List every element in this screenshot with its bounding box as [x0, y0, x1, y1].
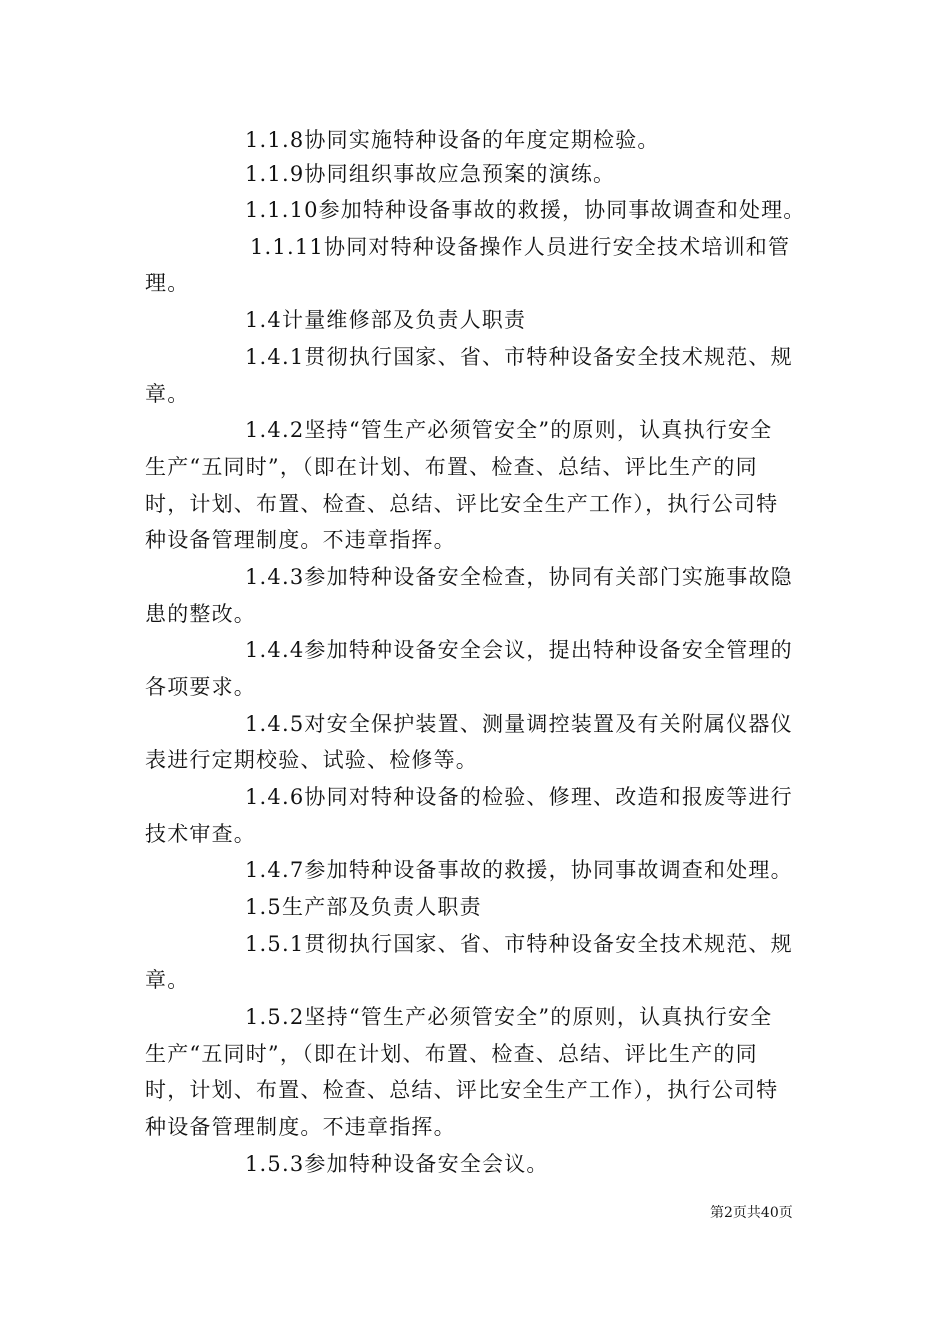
section-heading: 1.5生产部及负责人职责	[245, 895, 482, 919]
text-line: 1.1.11协同对特种设备操作人员进行安全技术培训和管	[250, 235, 791, 259]
text-line: 1.5.3参加特种设备安全会议。	[245, 1152, 549, 1176]
text-line: 章。	[145, 382, 190, 406]
text-line: 1.5.1贯彻执行国家、省、市特种设备安全技术规范、规	[245, 932, 793, 956]
text-line: 各项要求。	[145, 675, 256, 699]
text-line: 时，计划、布置、检查、总结、评比安全生产工作），执行公司特	[145, 1078, 779, 1102]
text-line: 1.4.1贯彻执行国家、省、市特种设备安全技术规范、规	[245, 345, 793, 369]
text-line: 1.4.4参加特种设备安全会议，提出特种设备安全管理的	[245, 638, 793, 662]
text-line: 1.1.9协同组织事故应急预案的演练。	[245, 162, 616, 186]
text-line: 1.4.5对安全保护装置、测量调控装置及有关附属仪器仪	[245, 712, 793, 736]
section-heading: 1.4计量维修部及负责人职责	[245, 308, 527, 332]
text-line: 种设备管理制度。不违章指挥。	[145, 1115, 456, 1139]
text-line: 章。	[145, 968, 190, 992]
text-line: 1.5.2坚持“管生产必须管安全”的原则，认真执行安全	[245, 1005, 773, 1029]
text-line: 生产“五同时”，（即在计划、布置、检查、总结、评比生产的同	[145, 1042, 758, 1066]
text-line: 理。	[145, 271, 190, 295]
text-line: 技术审查。	[145, 822, 256, 846]
text-line: 1.4.6协同对特种设备的检验、修理、改造和报废等进行	[245, 785, 793, 809]
text-line: 表进行定期校验、试验、检修等。	[145, 748, 478, 772]
text-line: 时，计划、布置、检查、总结、评比安全生产工作），执行公司特	[145, 492, 779, 516]
text-line: 1.4.3参加特种设备安全检查，协同有关部门实施事故隐	[245, 565, 793, 589]
text-line: 生产“五同时”，（即在计划、布置、检查、总结、评比生产的同	[145, 455, 758, 479]
text-line: 1.4.7参加特种设备事故的救援，协同事故调查和处理。	[245, 858, 793, 882]
text-line: 1.4.2坚持“管生产必须管安全”的原则，认真执行安全	[245, 418, 773, 442]
text-line: 1.1.8协同实施特种设备的年度定期检验。	[245, 128, 660, 152]
text-line: 1.1.10参加特种设备事故的救援，协同事故调查和处理。	[245, 198, 806, 222]
text-line: 患的整改。	[145, 602, 256, 626]
text-line: 种设备管理制度。不违章指挥。	[145, 528, 456, 552]
page-number: 第2页共40页	[710, 1205, 793, 1221]
